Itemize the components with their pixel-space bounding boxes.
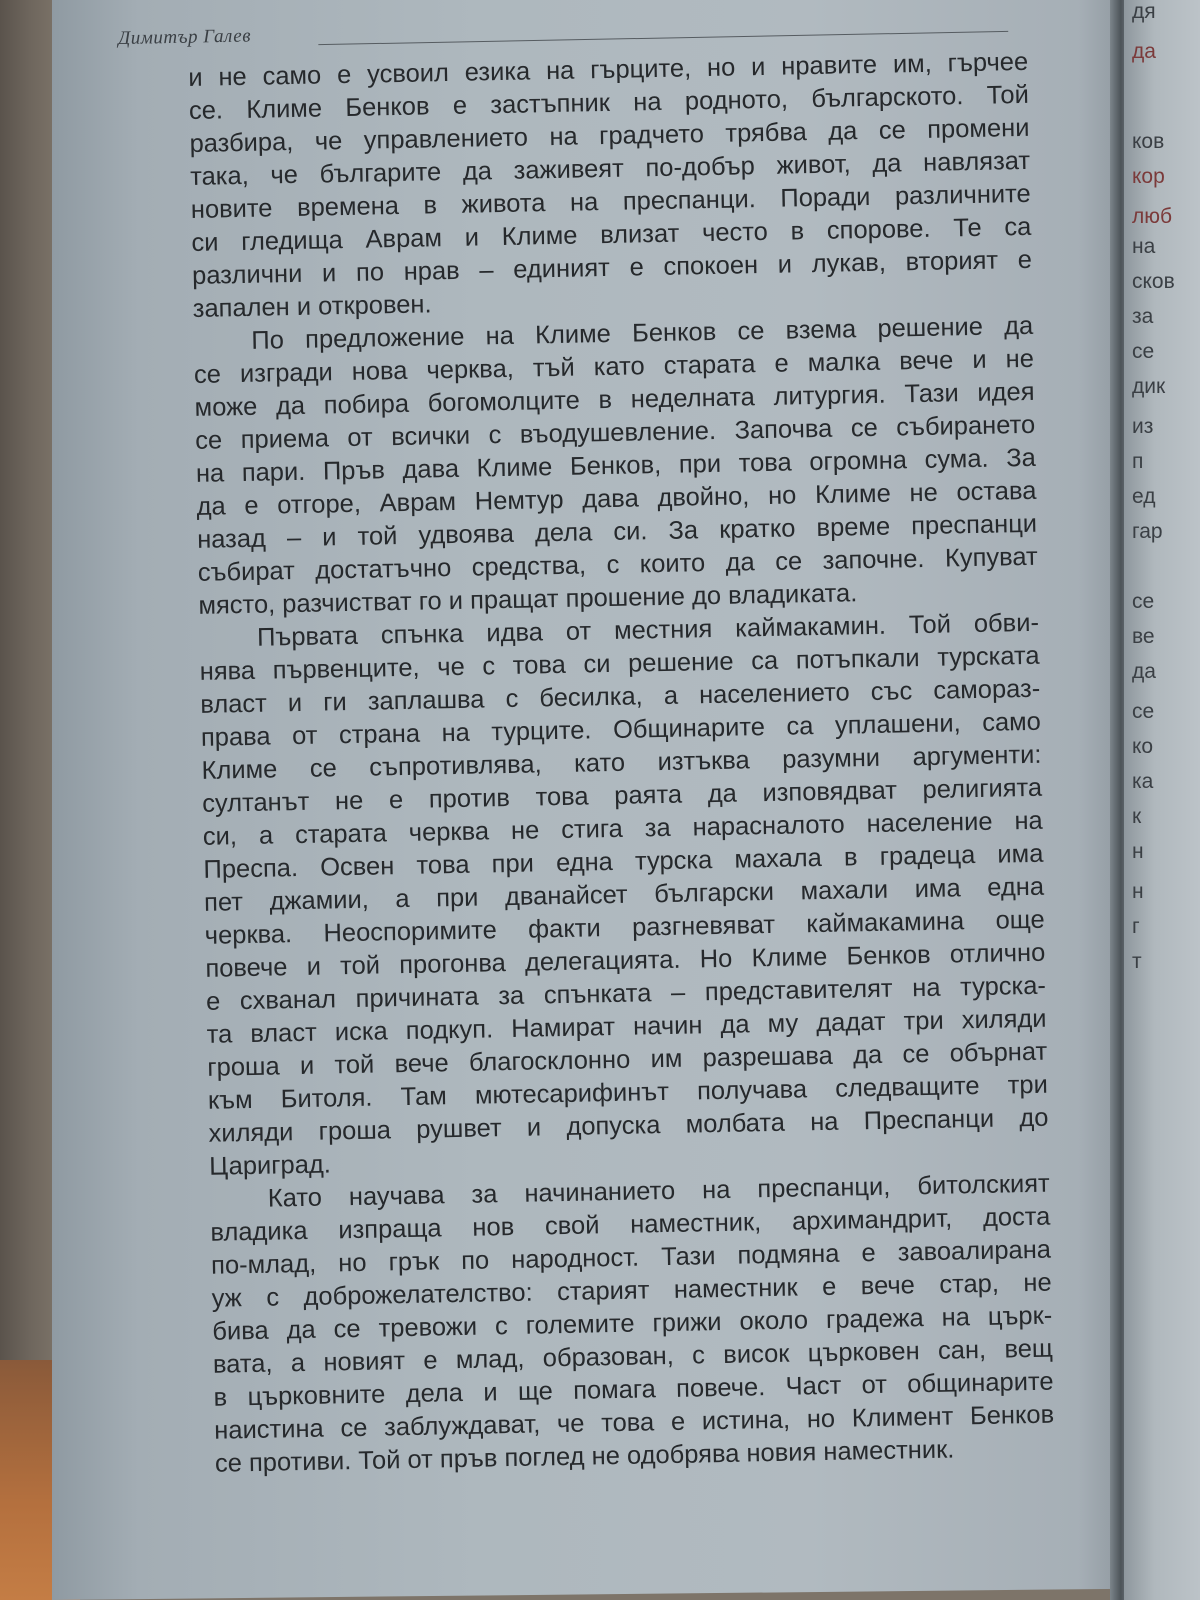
- facing-page-fragment: н: [1132, 880, 1144, 903]
- facing-page-fragment: из: [1132, 415, 1154, 438]
- text-line: Климе се съпротивлява, като изтъква разумни аргументи:: [201, 740, 1042, 785]
- text-line: се приема от всички с въодушевление. Започва се събирането: [195, 410, 1036, 455]
- facing-page-fragment: люб: [1132, 205, 1173, 228]
- running-header-author: Димитър Галев: [118, 25, 252, 49]
- facing-page-fragment: да: [1132, 40, 1156, 63]
- text-line: си гледища Аврам и Климе влизат често в спорове. Те са: [191, 212, 1032, 257]
- text-line: Цариград.: [208, 1150, 332, 1181]
- text-line: нява първенците, че с това си решение са потъпкали турската: [199, 641, 1040, 686]
- text-line: султанът не е против това раята да изповядват религията: [201, 773, 1043, 818]
- text-line: черква. Неоспоримите факти разгневяват каймакамина още: [204, 905, 1045, 950]
- facing-page-fragment: ков: [1132, 130, 1165, 153]
- text-line: пет джамии, а при дванайсет български махали има една: [203, 872, 1045, 917]
- facing-page-fragment: да: [1132, 660, 1156, 683]
- text-line: се изгради нова черква, тъй като старата е малка вече и не: [193, 344, 1035, 389]
- text-line: е схванал причината за спънката – представителят на турска-: [205, 971, 1047, 1016]
- facing-page-fragment: дик: [1132, 375, 1166, 398]
- facing-page-fragment: се: [1132, 590, 1155, 613]
- facing-page-edge: [1124, 0, 1200, 1600]
- facing-page-fragment: кор: [1132, 165, 1165, 188]
- text-line: хиляди гроша рушвет и допуска молбата на Преспанци до: [208, 1103, 1049, 1148]
- text-line: събират достатъчно средства, с които да се започне. Купуват: [197, 542, 1038, 587]
- text-line: така, че българите да заживеят по-добър живот, да навлязат: [189, 146, 1031, 191]
- facing-page-fragment: на: [1132, 235, 1156, 258]
- facing-page-fragment: за: [1132, 305, 1154, 328]
- facing-page-fragment: ка: [1132, 770, 1154, 793]
- facing-page-fragment: се: [1132, 340, 1155, 363]
- text-line: на пари. Пръв дава Климе Бенков, при това огромна сума. За: [195, 443, 1037, 488]
- text-line: та власт иска подкуп. Намират начин да му дадат три хиляди: [206, 1004, 1047, 1049]
- facing-page-fragment: се: [1132, 700, 1155, 723]
- facing-page-fragment: ве: [1132, 625, 1155, 648]
- text-line: се противи. Той от пръв поглед не одобрява новия наместник.: [214, 1435, 955, 1478]
- facing-page-fragment: ко: [1132, 735, 1154, 758]
- text-line: Преспа. Освен това при една турска махала в градеца има: [203, 839, 1044, 884]
- facing-page-fragment: гар: [1132, 520, 1163, 543]
- text-line: вата, а новият е млад, образован, с висок църковен сан, вещ: [212, 1334, 1054, 1379]
- facing-page-fragment: ед: [1132, 485, 1156, 508]
- text-line: запален и откровен.: [192, 290, 432, 323]
- text-line: и не само е усвоил езика на гърците, но и нравите им, гърчее: [188, 47, 1029, 92]
- text-line: гроша и той вече благосклонно им разрешава да се обърнат: [207, 1037, 1048, 1082]
- facing-page-fragment: п: [1132, 450, 1144, 473]
- text-line: права от страна на турците. Общинарите са уплашени, само: [200, 707, 1042, 752]
- text-line: повече и той прогонва делегацията. Но Климе Бенков отлично: [205, 938, 1046, 983]
- text-line: към Битоля. Там мютесарифинът получава следващите три: [207, 1070, 1049, 1115]
- text-line: назад – и той удвоява дела си. За кратко време преспанци: [196, 509, 1038, 554]
- text-line: По предложение на Климе Бенков се взема решение да: [251, 311, 1034, 355]
- text-line: наистина се заблуждават, че това е истина, но Климент Бенков: [214, 1400, 1055, 1445]
- facing-page-fragment: н: [1132, 840, 1144, 863]
- facing-page-fragment: сков: [1132, 270, 1175, 293]
- text-line: новите времена в живота на преспанци. Поради различните: [190, 179, 1031, 224]
- text-line: по-млад, но грък по народност. Тази подмяна е завоалирана: [210, 1235, 1052, 1280]
- facing-page-fragment: дя: [1132, 0, 1156, 23]
- text-line: уж с доброжелателство: старият наместник е вече стар, не: [211, 1268, 1052, 1313]
- text-line: бива да се тревожи с големите грижи около градежа на църк-: [212, 1301, 1053, 1346]
- text-line: владика изпраща нов свой наместник, архимандрит, доста: [210, 1202, 1051, 1247]
- text-line: различни и по нрав – единият е спокоен и лукав, вторият е: [191, 245, 1033, 290]
- text-line: власт и ги заплашва с бесилка, а населението със самораз-: [200, 674, 1041, 719]
- text-line: Като научава за начинанието на преспанци, битолският: [267, 1169, 1050, 1213]
- text-line: място, разчистват го и пращат прошение до владиката.: [198, 579, 858, 620]
- facing-page-fragment: г: [1132, 915, 1140, 938]
- text-line: си, а старата черква не стига за нарасналото население на: [202, 806, 1043, 851]
- facing-page-fragment: т: [1132, 950, 1142, 973]
- body-text: [188, 46, 1055, 1481]
- text-line: се. Климе Бенков е застъпник на родното, българското. Той: [188, 80, 1030, 125]
- text-line: разбира, че управлението на градчето трябва да се промени: [189, 113, 1030, 158]
- facing-page-fragment: к: [1132, 805, 1142, 828]
- text-line: да е отгоре, Аврам Немтур дава двойно, но Климе не остава: [196, 476, 1037, 521]
- text-line: в църковните дела и ще помага повече. Част от общинарите: [213, 1367, 1054, 1412]
- text-line: може да побира богомолците в неделната литургия. Тази идея: [194, 377, 1035, 422]
- text-line: Първата спънка идва от местния каймакамин. Той обви-: [256, 608, 1040, 652]
